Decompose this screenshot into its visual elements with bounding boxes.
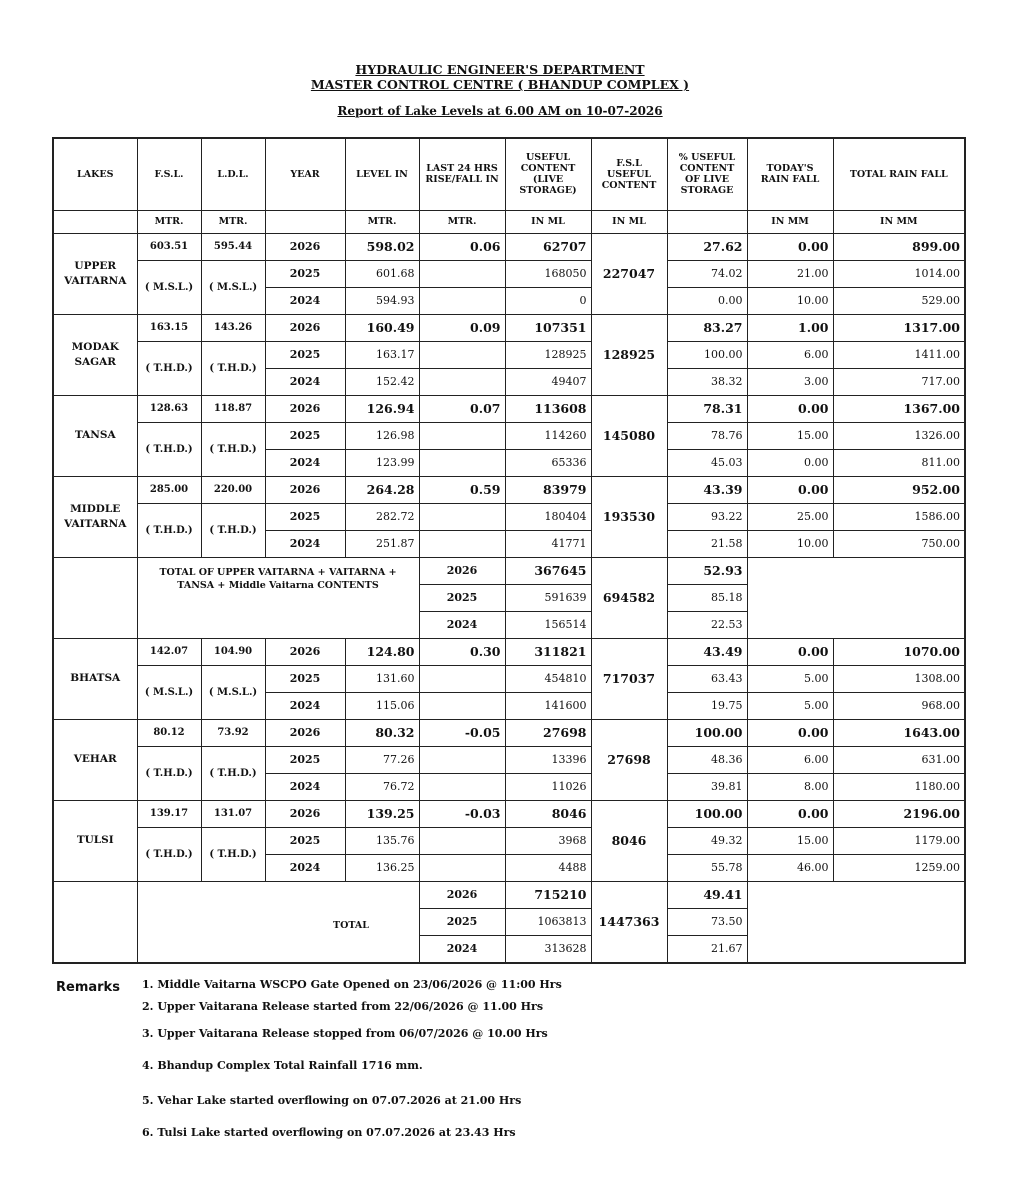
content-cell: 0 xyxy=(505,287,591,314)
content-cell: 41771 xyxy=(505,530,591,557)
ldl-datum: ( T.H.D.) xyxy=(201,341,265,395)
lake-row xyxy=(53,233,965,260)
year-cell: 2025 xyxy=(419,908,505,935)
lake-row xyxy=(53,476,965,503)
year-cell: 2026 xyxy=(265,800,345,827)
pct-cell: 43.39 xyxy=(667,476,747,503)
blank-cell xyxy=(53,881,137,963)
fsl-datum: ( T.H.D.) xyxy=(137,827,201,881)
level-cell: 80.32 xyxy=(345,719,419,746)
content-cell: 62707 xyxy=(505,233,591,260)
year-cell: 2025 xyxy=(265,422,345,449)
year-cell: 2026 xyxy=(265,233,345,260)
remark-item: 2. Upper Vaitarana Release started from 22/06/2026 @ 11.00 Hrs xyxy=(142,1000,544,1013)
content-cell: 591639 xyxy=(505,584,591,611)
rise-cell xyxy=(419,746,505,773)
pct-cell: 43.49 xyxy=(667,638,747,665)
year-cell: 2024 xyxy=(265,773,345,800)
content-cell: 1063813 xyxy=(505,908,591,935)
content-cell: 65336 xyxy=(505,449,591,476)
fsl-content-cell: 8046 xyxy=(591,800,667,881)
remark-item: 6. Tulsi Lake started overflowing on 07.07.2026 at 23.43 Hrs xyxy=(142,1126,516,1139)
pct-cell: 38.32 xyxy=(667,368,747,395)
year-cell: 2024 xyxy=(265,854,345,881)
level-cell: 123.99 xyxy=(345,449,419,476)
total-rain-cell: 631.00 xyxy=(833,746,965,773)
year-cell: 2024 xyxy=(419,935,505,963)
remark-item: 1. Middle Vaitarna WSCPO Gate Opened on 23/06/2026 @ 11:00 Hrs xyxy=(142,978,562,991)
level-cell: 594.93 xyxy=(345,287,419,314)
rise-cell: 0.06 xyxy=(419,233,505,260)
pct-cell: 73.50 xyxy=(667,908,747,935)
pct-cell: 39.81 xyxy=(667,773,747,800)
col-year: YEAR xyxy=(265,138,345,210)
year-cell: 2026 xyxy=(265,719,345,746)
col-ldl: L.D.L. xyxy=(201,138,265,210)
lake-name: MIDDLE VAITARNA xyxy=(53,476,137,557)
unit-today: IN MM xyxy=(747,210,833,233)
pct-cell: 0.00 xyxy=(667,287,747,314)
ldl-datum: ( M.S.L.) xyxy=(201,260,265,314)
blank-cell xyxy=(53,557,137,638)
content-cell: 141600 xyxy=(505,692,591,719)
content-cell: 311821 xyxy=(505,638,591,665)
fsl-datum: ( T.H.D.) xyxy=(137,503,201,557)
pct-cell: 22.53 xyxy=(667,611,747,638)
level-cell: 282.72 xyxy=(345,503,419,530)
report-title: Report of Lake Levels at 6.00 AM on 10-07-2026 xyxy=(337,104,663,118)
year-cell: 2024 xyxy=(265,530,345,557)
today-rain-cell: 8.00 xyxy=(747,773,833,800)
pct-cell: 78.76 xyxy=(667,422,747,449)
today-rain-cell: 0.00 xyxy=(747,233,833,260)
pct-cell: 85.18 xyxy=(667,584,747,611)
today-rain-cell: 0.00 xyxy=(747,800,833,827)
rise-cell xyxy=(419,449,505,476)
unit-fsl: MTR. xyxy=(137,210,201,233)
content-cell: 27698 xyxy=(505,719,591,746)
content-cell: 83979 xyxy=(505,476,591,503)
level-cell: 136.25 xyxy=(345,854,419,881)
content-cell: 8046 xyxy=(505,800,591,827)
total-rain-cell: 952.00 xyxy=(833,476,965,503)
lake-name: UPPER VAITARNA xyxy=(53,233,137,314)
pct-cell: 78.31 xyxy=(667,395,747,422)
rise-cell: -0.05 xyxy=(419,719,505,746)
total-label: TOTAL xyxy=(137,881,419,963)
content-cell: 113608 xyxy=(505,395,591,422)
fsl-value: 139.17 xyxy=(137,800,201,827)
remarks-label: Remarks xyxy=(56,980,120,995)
level-cell: 135.76 xyxy=(345,827,419,854)
total-rain-cell: 1179.00 xyxy=(833,827,965,854)
content-cell: 168050 xyxy=(505,260,591,287)
lake-row xyxy=(53,422,965,449)
rise-cell xyxy=(419,827,505,854)
pct-cell: 100.00 xyxy=(667,719,747,746)
today-rain-cell: 10.00 xyxy=(747,530,833,557)
lake-row xyxy=(53,503,965,530)
pct-cell: 83.27 xyxy=(667,314,747,341)
total-rain-cell: 529.00 xyxy=(833,287,965,314)
rise-cell xyxy=(419,854,505,881)
ldl-datum: ( T.H.D.) xyxy=(201,503,265,557)
col-pct: % USEFUL CONTENT OF LIVE STORAGE xyxy=(667,138,747,210)
remark-item: 5. Vehar Lake started overflowing on 07.07.2026 at 21.00 Hrs xyxy=(142,1094,522,1107)
total-rain-cell: 1180.00 xyxy=(833,773,965,800)
lake-name: BHATSA xyxy=(53,638,137,719)
rise-cell xyxy=(419,503,505,530)
col-rise: LAST 24 HRS RISE/FALL IN xyxy=(419,138,505,210)
total-rain-cell: 2196.00 xyxy=(833,800,965,827)
year-cell: 2024 xyxy=(265,368,345,395)
level-cell: 160.49 xyxy=(345,314,419,341)
today-rain-cell: 0.00 xyxy=(747,638,833,665)
level-cell: 264.28 xyxy=(345,476,419,503)
year-cell: 2026 xyxy=(265,638,345,665)
rise-cell xyxy=(419,287,505,314)
lake-name: MODAK SAGAR xyxy=(53,314,137,395)
total-rain-cell: 1070.00 xyxy=(833,638,965,665)
today-rain-cell: 0.00 xyxy=(747,719,833,746)
content-cell: 128925 xyxy=(505,341,591,368)
total-rain-cell: 1014.00 xyxy=(833,260,965,287)
total-rain-cell: 1411.00 xyxy=(833,341,965,368)
col-useful-content: USEFUL CONTENT (LIVE STORAGE) xyxy=(505,138,591,210)
fsl-content-cell: 128925 xyxy=(591,314,667,395)
pct-cell: 100.00 xyxy=(667,800,747,827)
unit-rise: MTR. xyxy=(419,210,505,233)
fsl-content-cell: 193530 xyxy=(591,476,667,557)
content-cell: 715210 xyxy=(505,881,591,908)
lake-levels-table xyxy=(52,137,966,964)
today-rain-cell: 0.00 xyxy=(747,395,833,422)
subtotal-label: TOTAL OF UPPER VAITARNA + VAITARNA + TANSA + Middle Vaitarna CONTENTS xyxy=(137,557,419,638)
today-rain-cell: 10.00 xyxy=(747,287,833,314)
level-cell: 598.02 xyxy=(345,233,419,260)
fsl-content-cell: 717037 xyxy=(591,638,667,719)
level-cell: 115.06 xyxy=(345,692,419,719)
pct-cell: 27.62 xyxy=(667,233,747,260)
year-cell: 2025 xyxy=(265,665,345,692)
rise-cell: 0.07 xyxy=(419,395,505,422)
today-rain-cell: 0.00 xyxy=(747,476,833,503)
lake-row xyxy=(53,719,965,746)
pct-cell: 63.43 xyxy=(667,665,747,692)
year-cell: 2025 xyxy=(265,341,345,368)
ldl-datum: ( T.H.D.) xyxy=(201,422,265,476)
year-cell: 2026 xyxy=(265,314,345,341)
rise-cell xyxy=(419,773,505,800)
total-rain-cell: 1326.00 xyxy=(833,422,965,449)
lake-name: TULSI xyxy=(53,800,137,881)
rise-cell xyxy=(419,665,505,692)
fsl-value: 128.63 xyxy=(137,395,201,422)
unit-level: MTR. xyxy=(345,210,419,233)
year-cell: 2026 xyxy=(419,881,505,908)
unit-useful: IN ML xyxy=(505,210,591,233)
fsl-value: 163.15 xyxy=(137,314,201,341)
year-cell: 2025 xyxy=(419,584,505,611)
level-cell: 601.68 xyxy=(345,260,419,287)
lake-row xyxy=(53,638,965,665)
fsl-datum: ( T.H.D.) xyxy=(137,422,201,476)
total-rain-cell: 1586.00 xyxy=(833,503,965,530)
ldl-datum: ( T.H.D.) xyxy=(201,827,265,881)
year-cell: 2026 xyxy=(265,395,345,422)
blank-cell xyxy=(747,881,965,963)
today-rain-cell: 5.00 xyxy=(747,692,833,719)
pct-cell: 93.22 xyxy=(667,503,747,530)
unit-fsl-useful: IN ML xyxy=(591,210,667,233)
units-row xyxy=(53,210,965,233)
rise-cell xyxy=(419,341,505,368)
total-rain-cell: 1367.00 xyxy=(833,395,965,422)
content-cell: 454810 xyxy=(505,665,591,692)
year-cell: 2025 xyxy=(265,260,345,287)
content-cell: 180404 xyxy=(505,503,591,530)
pct-cell: 55.78 xyxy=(667,854,747,881)
fsl-value: 285.00 xyxy=(137,476,201,503)
col-fsl-useful: F.S.L USEFUL CONTENT xyxy=(591,138,667,210)
total-rain-cell: 1317.00 xyxy=(833,314,965,341)
fsl-datum: ( T.H.D.) xyxy=(137,341,201,395)
pct-cell: 48.36 xyxy=(667,746,747,773)
col-today-rain: TODAY'S RAIN FALL xyxy=(747,138,833,210)
total-rain-cell: 750.00 xyxy=(833,530,965,557)
ldl-value: 73.92 xyxy=(201,719,265,746)
fsl-value: 142.07 xyxy=(137,638,201,665)
today-rain-cell: 3.00 xyxy=(747,368,833,395)
total-rain-cell: 1308.00 xyxy=(833,665,965,692)
pct-cell: 21.67 xyxy=(667,935,747,963)
pct-cell: 49.41 xyxy=(667,881,747,908)
level-cell: 126.94 xyxy=(345,395,419,422)
today-rain-cell: 15.00 xyxy=(747,422,833,449)
fsl-value: 80.12 xyxy=(137,719,201,746)
total-rain-cell: 811.00 xyxy=(833,449,965,476)
pct-cell: 100.00 xyxy=(667,341,747,368)
rise-cell xyxy=(419,368,505,395)
lake-row xyxy=(53,827,965,854)
lake-row xyxy=(53,260,965,287)
content-cell: 4488 xyxy=(505,854,591,881)
level-cell: 126.98 xyxy=(345,422,419,449)
blank-cell xyxy=(747,557,965,638)
fsl-content-cell: 27698 xyxy=(591,719,667,800)
pct-cell: 52.93 xyxy=(667,557,747,584)
total-rain-cell: 968.00 xyxy=(833,692,965,719)
year-cell: 2025 xyxy=(265,827,345,854)
today-rain-cell: 6.00 xyxy=(747,341,833,368)
fsl-datum: ( M.S.L.) xyxy=(137,665,201,719)
centre-title: MASTER CONTROL CENTRE ( BHANDUP COMPLEX ) xyxy=(310,77,690,92)
col-level: LEVEL IN xyxy=(345,138,419,210)
ldl-datum: ( M.S.L.) xyxy=(201,665,265,719)
lake-row xyxy=(53,395,965,422)
content-cell: 107351 xyxy=(505,314,591,341)
rise-cell xyxy=(419,422,505,449)
level-cell: 139.25 xyxy=(345,800,419,827)
total-rain-cell: 1643.00 xyxy=(833,719,965,746)
content-cell: 3968 xyxy=(505,827,591,854)
content-cell: 11026 xyxy=(505,773,591,800)
fsl-content-cell: 1447363 xyxy=(591,881,667,963)
today-rain-cell: 6.00 xyxy=(747,746,833,773)
total-rain-cell: 717.00 xyxy=(833,368,965,395)
year-cell: 2024 xyxy=(265,287,345,314)
lake-row xyxy=(53,665,965,692)
fsl-content-cell: 145080 xyxy=(591,395,667,476)
total-row xyxy=(53,881,965,908)
pct-cell: 74.02 xyxy=(667,260,747,287)
ldl-value: 118.87 xyxy=(201,395,265,422)
rise-cell xyxy=(419,692,505,719)
year-cell: 2024 xyxy=(265,449,345,476)
year-cell: 2024 xyxy=(265,692,345,719)
col-fsl: F.S.L. xyxy=(137,138,201,210)
today-rain-cell: 46.00 xyxy=(747,854,833,881)
level-cell: 251.87 xyxy=(345,530,419,557)
col-lakes: LAKES xyxy=(53,138,137,210)
today-rain-cell: 5.00 xyxy=(747,665,833,692)
rise-cell xyxy=(419,260,505,287)
level-cell: 77.26 xyxy=(345,746,419,773)
year-cell: 2025 xyxy=(265,503,345,530)
level-cell: 131.60 xyxy=(345,665,419,692)
content-cell: 156514 xyxy=(505,611,591,638)
content-cell: 49407 xyxy=(505,368,591,395)
department-title: HYDRAULIC ENGINEER'S DEPARTMENT xyxy=(355,62,645,77)
pct-cell: 45.03 xyxy=(667,449,747,476)
unit-total-rain: IN MM xyxy=(833,210,965,233)
total-rain-cell: 1259.00 xyxy=(833,854,965,881)
content-cell: 367645 xyxy=(505,557,591,584)
year-cell: 2026 xyxy=(265,476,345,503)
rise-cell: 0.09 xyxy=(419,314,505,341)
today-rain-cell: 1.00 xyxy=(747,314,833,341)
level-cell: 152.42 xyxy=(345,368,419,395)
ldl-value: 131.07 xyxy=(201,800,265,827)
lake-row xyxy=(53,341,965,368)
ldl-value: 595.44 xyxy=(201,233,265,260)
subtotal-row xyxy=(53,557,965,584)
remark-item: 3. Upper Vaitarana Release stopped from 06/07/2026 @ 10.00 Hrs xyxy=(142,1027,548,1040)
content-cell: 13396 xyxy=(505,746,591,773)
rise-cell xyxy=(419,530,505,557)
pct-cell: 19.75 xyxy=(667,692,747,719)
level-cell: 76.72 xyxy=(345,773,419,800)
fsl-content-cell: 227047 xyxy=(591,233,667,314)
content-cell: 114260 xyxy=(505,422,591,449)
fsl-value: 603.51 xyxy=(137,233,201,260)
rise-cell: 0.59 xyxy=(419,476,505,503)
pct-cell: 49.32 xyxy=(667,827,747,854)
fsl-datum: ( T.H.D.) xyxy=(137,746,201,800)
today-rain-cell: 15.00 xyxy=(747,827,833,854)
lake-row xyxy=(53,800,965,827)
level-cell: 124.80 xyxy=(345,638,419,665)
year-cell: 2026 xyxy=(419,557,505,584)
today-rain-cell: 21.00 xyxy=(747,260,833,287)
rise-cell: 0.30 xyxy=(419,638,505,665)
unit-ldl: MTR. xyxy=(201,210,265,233)
fsl-datum: ( M.S.L.) xyxy=(137,260,201,314)
ldl-datum: ( T.H.D.) xyxy=(201,746,265,800)
lake-name: VEHAR xyxy=(53,719,137,800)
remark-item: 4. Bhandup Complex Total Rainfall 1716 mm. xyxy=(142,1059,423,1072)
pct-cell: 21.58 xyxy=(667,530,747,557)
year-cell: 2024 xyxy=(419,611,505,638)
year-cell: 2025 xyxy=(265,746,345,773)
ldl-value: 104.90 xyxy=(201,638,265,665)
total-rain-cell: 899.00 xyxy=(833,233,965,260)
rise-cell: -0.03 xyxy=(419,800,505,827)
today-rain-cell: 0.00 xyxy=(747,449,833,476)
fsl-content-cell: 694582 xyxy=(591,557,667,638)
today-rain-cell: 25.00 xyxy=(747,503,833,530)
lake-name: TANSA xyxy=(53,395,137,476)
content-cell: 313628 xyxy=(505,935,591,963)
lake-row xyxy=(53,746,965,773)
col-total-rain: TOTAL RAIN FALL xyxy=(833,138,965,210)
lake-row xyxy=(53,314,965,341)
ldl-value: 143.26 xyxy=(201,314,265,341)
ldl-value: 220.00 xyxy=(201,476,265,503)
level-cell: 163.17 xyxy=(345,341,419,368)
